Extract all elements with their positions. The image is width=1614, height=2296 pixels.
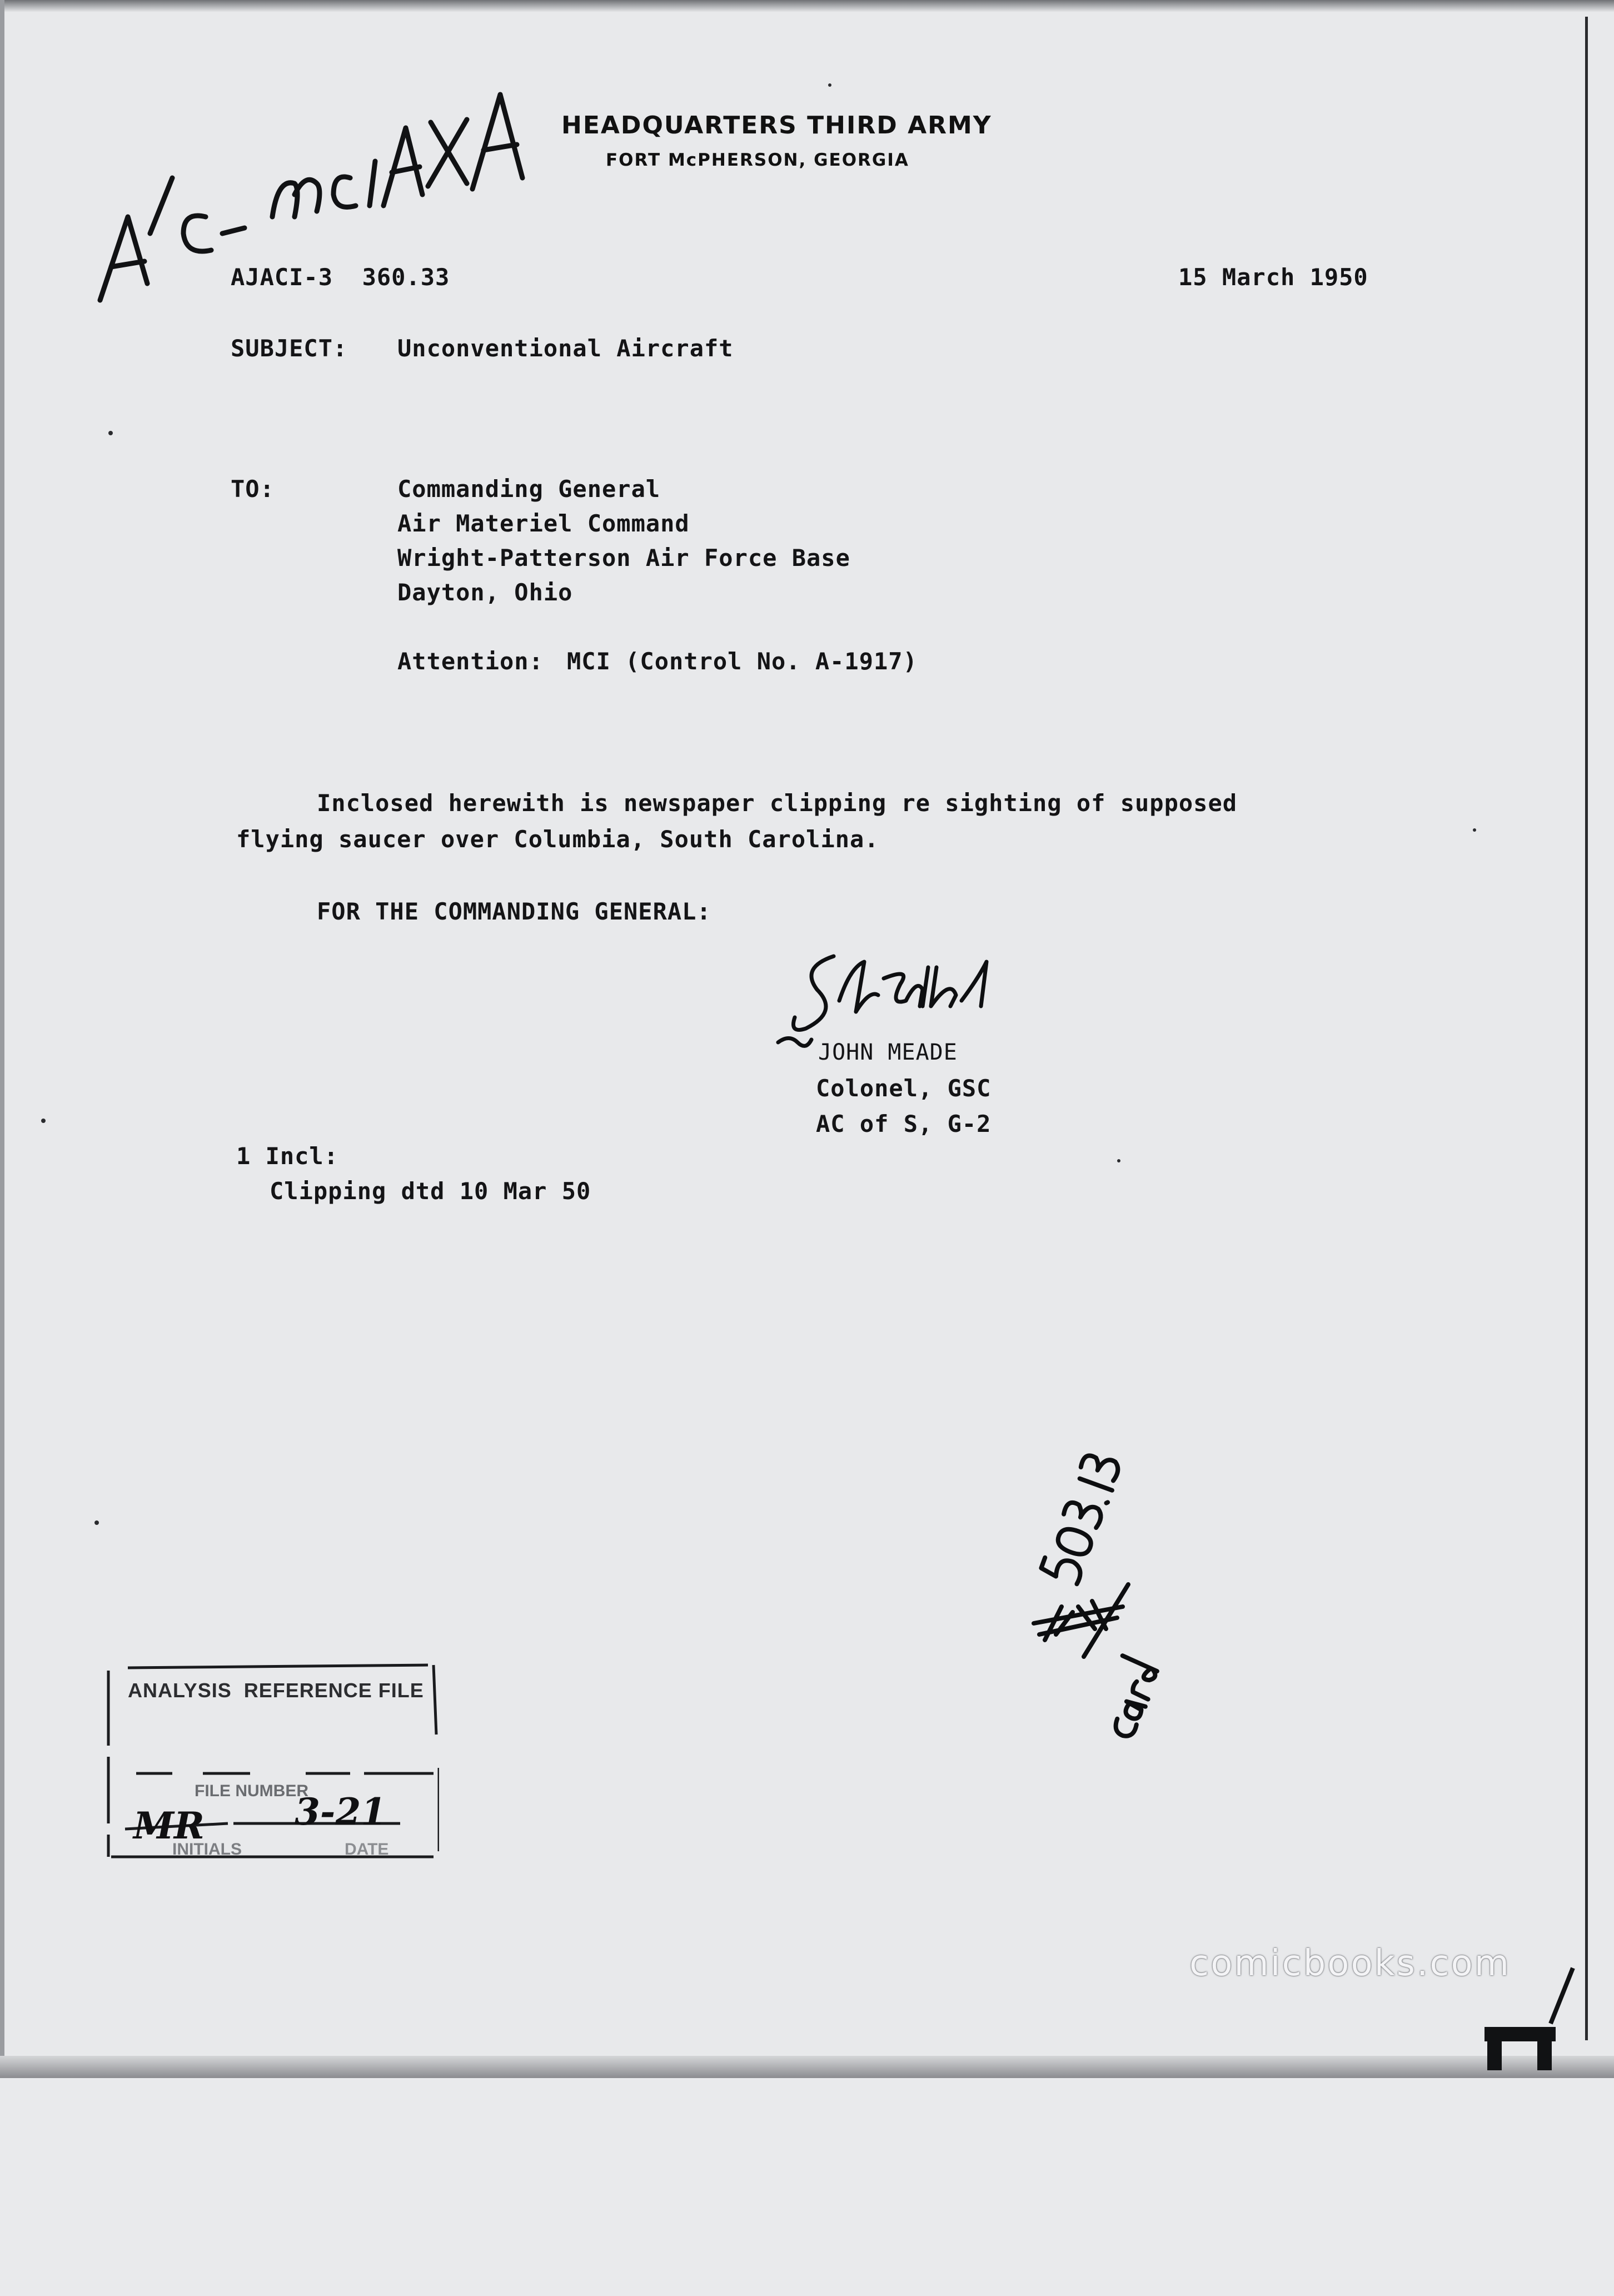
addressee-line: Commanding General — [397, 475, 661, 503]
analysis-reference-stamp — [106, 1657, 439, 2296]
scan-speck — [1117, 1159, 1120, 1162]
signer-office: AC of S, G-2 — [816, 1110, 992, 1137]
scan-left-edge — [0, 0, 4, 2078]
watermark: comicbooks.com — [1189, 1943, 1511, 1984]
addressee-line: Air Materiel Command — [397, 510, 690, 537]
scan-top-shadow — [0, 0, 1614, 12]
scan-speck — [41, 1119, 46, 1123]
page-right-edge — [1585, 17, 1588, 2040]
closing-line: FOR THE COMMANDING GENERAL: — [317, 898, 711, 925]
letterhead-location: FORT McPHERSON, GEORGIA — [606, 150, 909, 170]
signer-rank: Colonel, GSC — [816, 1075, 992, 1102]
to-label: TO: — [231, 475, 275, 503]
inclosure-item: Clipping dtd 10 Mar 50 — [270, 1177, 591, 1205]
stamp-date-label: DATE — [345, 1840, 389, 1858]
inclosure-label: 1 Incl: — [236, 1142, 339, 1170]
memo-date: 15 March 1950 — [1178, 264, 1368, 291]
stamp-date-value: 3-21 — [295, 1790, 387, 1833]
scan-speck — [828, 83, 831, 87]
stamp-initials-value: MR — [133, 1804, 205, 1847]
scan-speck — [94, 1520, 99, 1525]
attention-label: Attention: — [397, 648, 544, 675]
addressee-block — [397, 475, 850, 613]
signer-name: JOHN MEADE — [818, 1040, 958, 1065]
body-line-1: Inclosed herewith is newspaper clipping re sighting of supposed — [317, 789, 1238, 817]
attention-text: MCI (Control No. A-1917) — [567, 648, 918, 675]
scan-speck — [108, 431, 113, 435]
subject-label: SUBJECT: — [231, 335, 348, 362]
stamp-initials-label: INITIALS — [172, 1840, 242, 1858]
stamp-file-number-label: FILE NUMBER — [195, 1782, 308, 1800]
addressee-line: Wright-Patterson Air Force Base — [397, 544, 850, 571]
handwritten-file-number — [1028, 1423, 1262, 1757]
stamp-border — [106, 1657, 439, 2296]
stamp-title: ANALYSIS REFERENCE FILE — [128, 1679, 424, 1702]
addressee-line: Dayton, Ohio — [397, 579, 573, 606]
scan-speck — [1473, 828, 1476, 832]
subject-text: Unconventional Aircraft — [397, 335, 734, 362]
letterhead-org: HEADQUARTERS THIRD ARMY — [561, 111, 992, 140]
file-reference: AJACI-3 360.33 — [231, 264, 450, 291]
body-line-2: flying saucer over Columbia, South Carolina. — [236, 826, 879, 853]
